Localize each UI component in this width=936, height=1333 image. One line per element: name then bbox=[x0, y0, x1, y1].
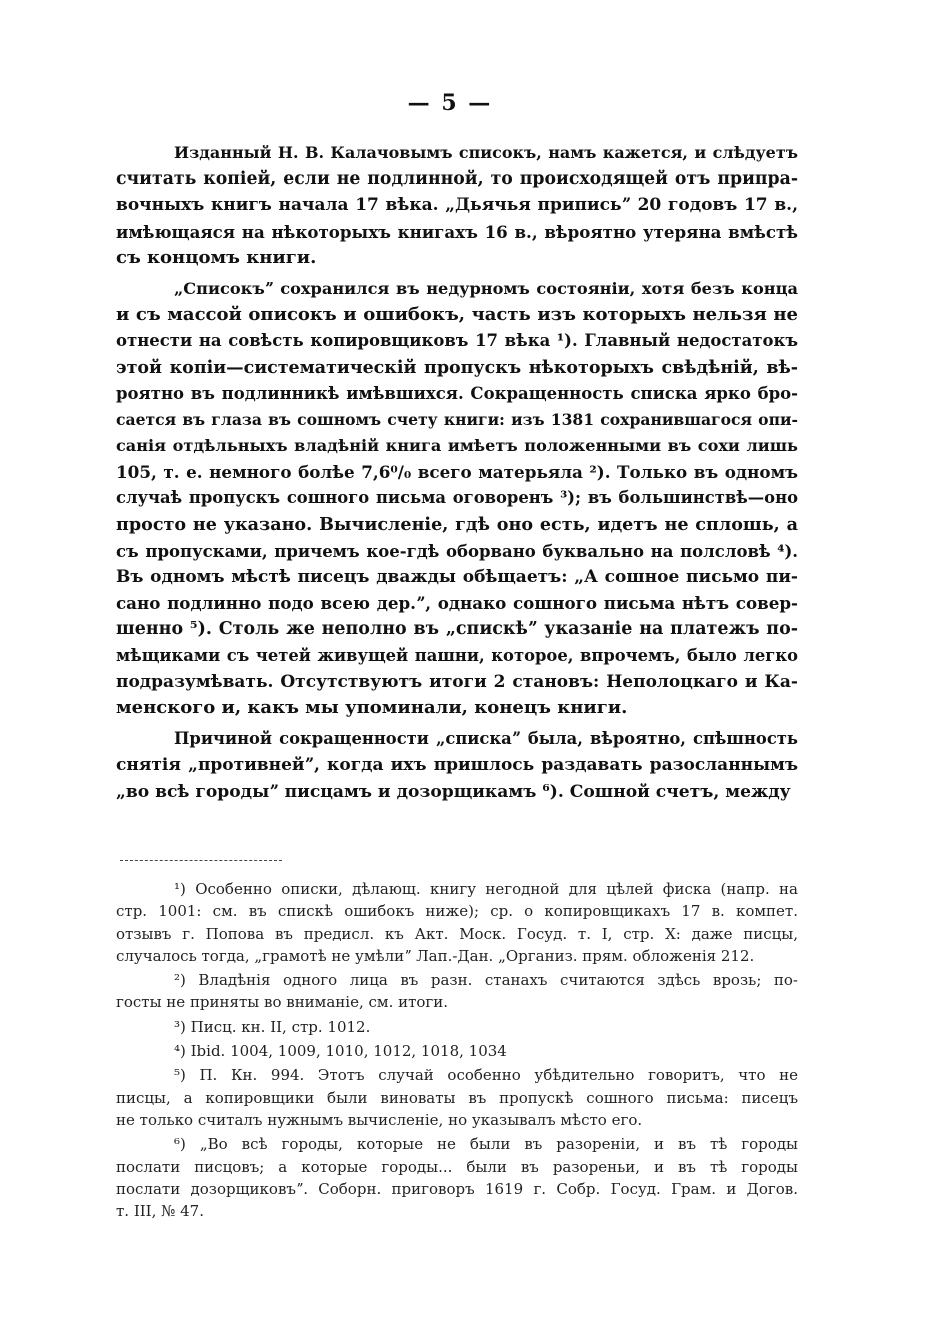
text-line: подразумѣвать. Отсутствуютъ итоги 2 становъ: Неполоцкаго и Ка- bbox=[116, 671, 798, 692]
footnote-separator bbox=[120, 860, 282, 861]
text-line: и съ массой описокъ и ошибокъ, часть изъ которыхъ нельзя не bbox=[116, 304, 798, 326]
footnote-1 bbox=[116, 878, 798, 967]
footnote-6 bbox=[116, 1133, 798, 1222]
paragraph-1 bbox=[116, 140, 798, 271]
footnote-5 bbox=[116, 1064, 798, 1131]
footnote-line: госты не приняты во вниманіе, см. итоги. bbox=[116, 993, 449, 1012]
text-line: просто не указано. Вычисленіе, гдѣ оно есть, идетъ не сплошь, а bbox=[116, 514, 798, 535]
footnote-line: т. III, № 47. bbox=[116, 1202, 204, 1221]
text-line: мѣщиками съ четей живущей пашни, которое, впрочемъ, было легко bbox=[116, 645, 798, 665]
text-line: санія отдѣльныхъ владѣній книга имѣетъ положенными въ сохи лишь bbox=[116, 436, 798, 456]
text-line: роятно въ подлинникѣ имѣвшихся. Сокращенность списка ярко бро- bbox=[116, 383, 798, 403]
text-line: съ пропусками, причемъ кое-гдѣ оборвано буквально на полсловѣ ⁴). bbox=[116, 540, 798, 561]
text-line: съ концомъ книги. bbox=[116, 246, 317, 268]
footnote-line: послати писцовъ; а которые городы... были въ разореньи, и въ тѣ городы bbox=[116, 1157, 798, 1176]
footnotes bbox=[116, 878, 798, 1224]
text-line: 105, т. е. немного болѣе 7,6⁰/₀ всего матерьяла ²). Только въ одномъ bbox=[116, 462, 798, 483]
text-line: сается въ глаза въ сошномъ счету книги: изъ 1381 сохранившагося опи- bbox=[116, 409, 798, 429]
text-line: Причиной сокращенности „спискаˮ была, вѣроятно, спѣшность bbox=[174, 729, 798, 749]
text-line: „во всѣ городыˮ писцамъ и дозорщикамъ ⁶). Сошной счетъ, между bbox=[116, 781, 791, 802]
text-line: менского и, какъ мы упоминали, конецъ книги. bbox=[116, 696, 628, 718]
paragraph-2 bbox=[116, 276, 798, 721]
footnote-line: ⁴) Ibid. 1004, 1009, 1010, 1012, 1018, 1034 bbox=[174, 1042, 507, 1061]
text-line: случаѣ пропускъ сошного письма оговоренъ ³); въ большинствѣ—оно bbox=[116, 488, 798, 508]
page-number: — 5 — bbox=[407, 90, 493, 116]
text-line: сано подлинно подо всею дер.ˮ, однако сошного письма нѣтъ совер- bbox=[116, 593, 798, 614]
footnote-line: ²) Владѣнія одного лица въ разн. станахъ считаются здѣсь врозь; по- bbox=[174, 971, 798, 990]
text-line: шенно ⁵). Столь же неполно въ „спискѣˮ указаніе на платежъ по- bbox=[116, 619, 798, 640]
footnote-4 bbox=[116, 1040, 798, 1062]
footnote-line: не только считалъ нужнымъ вычисленіе, но указывалъ мѣсто его. bbox=[116, 1110, 643, 1129]
text-line: этой копіи—систематическій пропускъ нѣкоторыхъ свѣдѣній, вѣ- bbox=[116, 357, 798, 378]
text-line: снятія „противнейˮ, когда ихъ пришлось раздавать разосланнымъ bbox=[116, 755, 798, 776]
text-line: Въ одномъ мѣстѣ писецъ дважды обѣщаетъ: „А сошное письмо пи- bbox=[116, 567, 798, 587]
footnote-line: ¹) Особенно описки, дѣлающ. книгу негодной для цѣлей фиска (напр. на bbox=[174, 880, 798, 898]
text-line: считать копіей, если не подлинной, то происходящей отъ припра- bbox=[116, 169, 798, 190]
paragraph-3 bbox=[116, 726, 798, 805]
footnote-line: стр. 1001: см. въ спискѣ ошибокъ ниже); ср. о копировщикахъ 17 в. компет. bbox=[116, 902, 798, 921]
main-text bbox=[116, 140, 798, 805]
text-line: вочныхъ книгъ начала 17 вѣка. „Дьячья приписьˮ 20 годовъ 17 в., bbox=[116, 195, 798, 216]
footnote-3 bbox=[116, 1016, 798, 1038]
footnote-line: ⁶) „Во всѣ городы, которые не были въ разореніи, и въ тѣ городы bbox=[174, 1135, 798, 1154]
footnote-line: случалось тогда, „грамотѣ не умѣлиˮ Лап.-Дан. „Организ. прям. обложенія 212. bbox=[116, 946, 755, 965]
text-line: отнести на совѣсть копировщиковъ 17 вѣка ¹). Главный недостатокъ bbox=[116, 331, 798, 351]
footnote-line: отзывъ г. Попова въ предисл. къ Акт. Моск. Госуд. т. I, стр. X: даже писцы, bbox=[116, 924, 798, 943]
footnote-line: ⁵) П. Кн. 994. Этотъ случай особенно убѣдительно говоритъ, что не bbox=[174, 1066, 798, 1085]
text-line: имѣющаяся на нѣкоторыхъ книгахъ 16 в., вѣроятно утеряна вмѣстѣ bbox=[116, 221, 798, 242]
footnote-line: послати дозорщиковъˮ. Соборн. приговоръ 1619 г. Собр. Госуд. Грам. и Догов. bbox=[116, 1179, 798, 1198]
footnote-2 bbox=[116, 969, 798, 1014]
text-line: „Списокъˮ сохранился въ недурномъ состояніи, хотя безъ конца bbox=[174, 278, 798, 298]
text-line: Изданный Н. В. Калачовымъ списокъ, намъ кажется, и слѣдуетъ bbox=[174, 143, 798, 162]
footnote-line: писцы, а копировщики были виноваты въ пропускѣ сошного письма: писецъ bbox=[116, 1088, 798, 1107]
footnote-line: ³) Писц. кн. II, стр. 1012. bbox=[174, 1017, 371, 1036]
